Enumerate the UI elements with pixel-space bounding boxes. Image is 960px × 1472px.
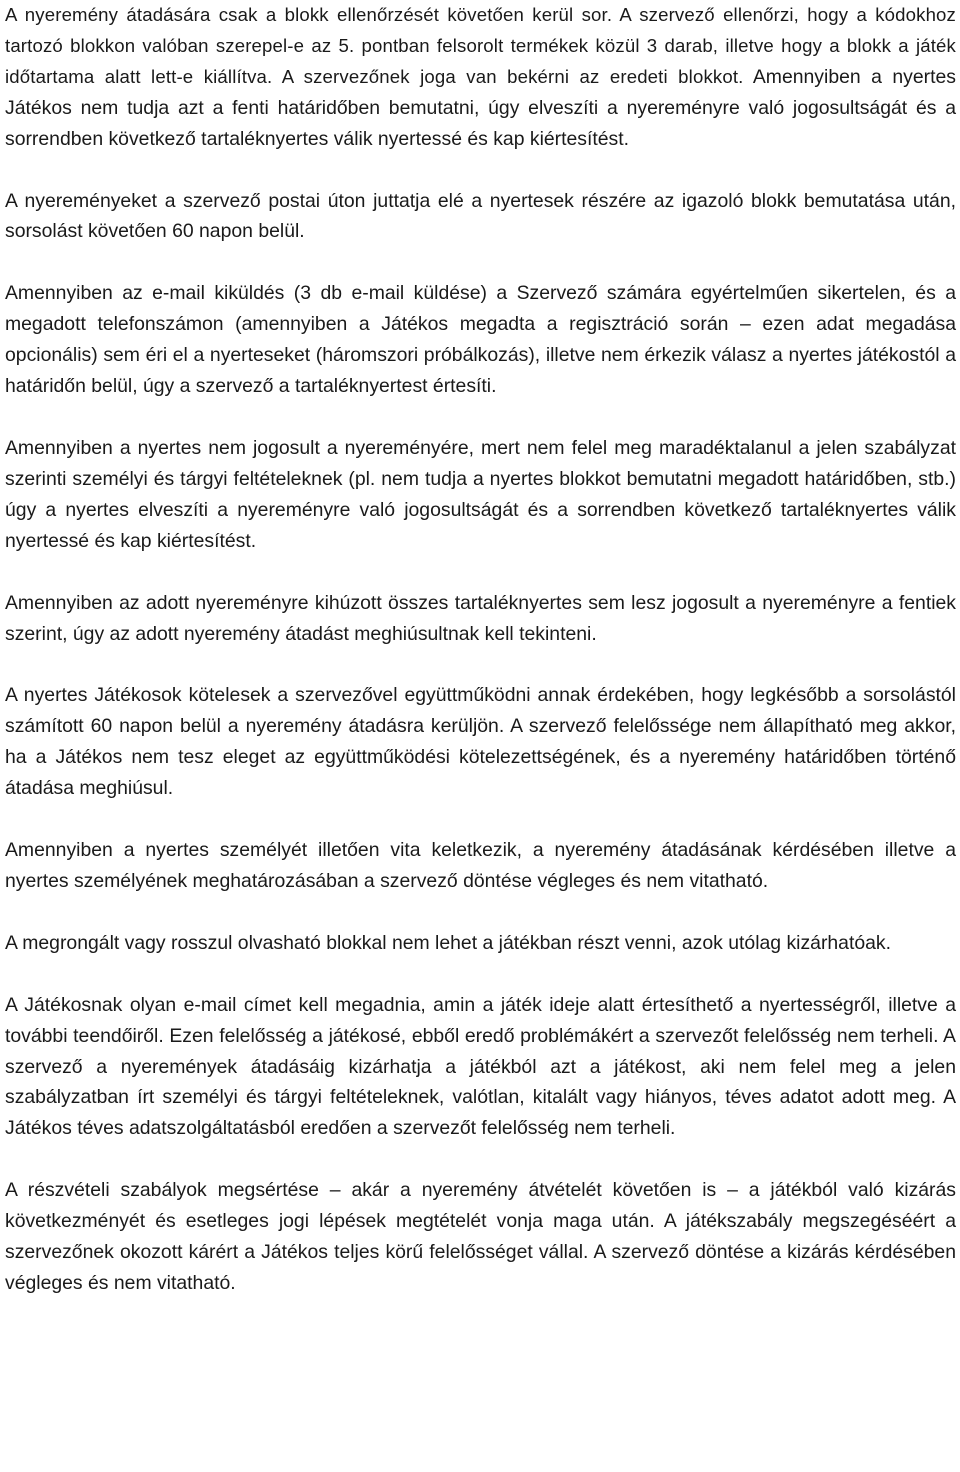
paragraph-email-responsibility: A Játékosnak olyan e-mail címet kell megadnia, amin a játék ideje alatt értesíthető a nyertességről, illetve a további teendőiről. Ezen felelősség a játékosé, ebből eredő problémákért a szervezőt felelősség nem terheli. A szervező a nyeremények átadásáig kizárhatja a játékból azt a játékost, aki nem felel meg a jelen szabályzatban írt személyi és tárgyi feltételeknek, valótlan, kitalált vagy hiányos, téves adatot adott meg. A Játékos téves adatszolgáltatásból eredően a szervezőt felelősség nem terheli. bbox=[5, 993, 956, 1140]
paragraph-prize-handover-deadline: Amennyiben a nyertes Játékos nem tudja azt a fenti határidőben bemutatni, úgy elveszíti a nyereményre való jogosultságát és a sorrendben következő tartaléknyertes válik nyertessé és kap kiértesítést. bbox=[5, 65, 956, 150]
paragraph-postal-delivery: A nyereményeket a szervező postai úton juttatja elé a nyertesek részére az igazoló blokk bemutatása után, sorsolást követően 60 napon belül. bbox=[5, 189, 956, 243]
paragraph-prize-handover-intro: A nyeremény átadására csak a blokk ellenőrzését követően kerül sor. A szervező ellenőrzi, hogy a kódokhoz tartozó blokkon valóban szerepel-e az 5. pontban felsorolt termékek közül 3 darab, illetve hogy a blokk a játék időtartama alatt lett-e kiállítva. A szervezőnek joga van bekérni az eredeti blokkot. bbox=[5, 4, 956, 87]
paragraph-damaged-receipts: A megrongált vagy rosszul olvasható blokkal nem lehet a játékban részt venni, azok utólag kizárhatóak. bbox=[5, 931, 892, 954]
paragraph-email-notification: Amennyiben az e-mail kiküldés (3 db e-mail küldése) a Szervező számára egyértelműen sikertelen, és a megadott telefonszámon (amennyiben a Játékos megadta a regisztráció során – ezen adat megadása opcionális) sem éri el a nyerteseket (háromszori próbálkozás), illetve nem érkezik válasz a nyertes játékostól a határidőn belül, úgy a szervező a tartaléknyertest értesíti. bbox=[5, 282, 956, 398]
paragraph-rule-violation: A részvételi szabályok megsértése – akár a nyeremény átvételét követően is – a játékból való kizárás következményét és esetleges jogi lépések megtételét vonja maga után. A játékszabály megszegéséért a szervezőnek okozott kárért a Játékos teljes körű felelősséget vállal. A szervező döntése a kizárás kérdésében végleges és nem vitatható. bbox=[5, 1179, 956, 1294]
paragraph-eligibility: Amennyiben a nyertes nem jogosult a nyereményére, mert nem felel meg maradéktalanul a jelen szabályzat szerinti személyi és tárgyi feltételeknek (pl. nem tudja a nyertes blokkot bemutatni megadott határidőben, stb.) úgy a nyertes elveszíti a nyereményre való jogosultságát és a sorrendben következő tartaléknyertes válik nyertessé és kap kiértesítést. bbox=[5, 436, 956, 552]
paragraph-reserve-winners: Amennyiben az adott nyereményre kihúzott összes tartaléknyertes sem lesz jogosult a nyereményre a fentiek szerint, úgy az adott nyeremény átadást meghiúsultnak kell tekinteni. bbox=[5, 591, 956, 645]
paragraph-disputes: Amennyiben a nyertes személyét illetően vita keletkezik, a nyeremény átadásának kérdésében illetve a nyertes személyének meghatározásában a szervező döntése végleges és nem vitatható. bbox=[5, 839, 956, 892]
paragraph-prize-handover bbox=[5, 0, 956, 155]
document-page bbox=[5, 0, 956, 1330]
paragraph-cooperation: A nyertes Játékosok kötelesek a szervezővel együttműködni annak érdekében, hogy legkésőbb a sorsolástól számított 60 napon belül a nyeremény átadásra kerüljön. A szervező felelőssége nem állapítható meg akkor, ha a Játékos nem tesz eleget az együttműködési kötelezettségének, és a nyeremény határidőben történő átadása meghiúsul. bbox=[5, 684, 956, 800]
